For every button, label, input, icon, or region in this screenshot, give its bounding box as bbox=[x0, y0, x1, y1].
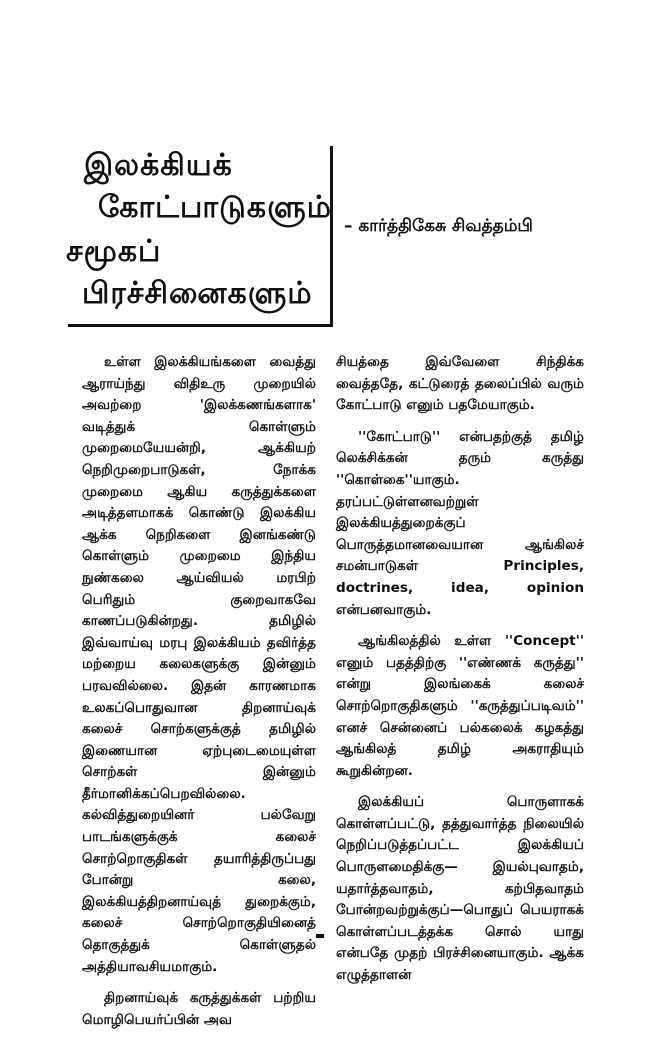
page-number-mark bbox=[316, 934, 324, 938]
title-line-1: இலக்கியக் bbox=[84, 148, 233, 183]
right-paragraph-1: சியத்தை இவ்வேளை சிந்திக்க வைத்ததே, கட்டுரைத் தலைப்பில் வரும் கோட்பாடு எனும் பதமேயாகும். bbox=[336, 354, 584, 414]
title-box bbox=[68, 146, 333, 327]
left-paragraph-2: திறனாய்வுக் கருத்துக்கள் பற்றிய மொழிபெயர்ப்பின் அவ bbox=[82, 990, 316, 1028]
right-paragraph-3: ஆங்கிலத்தில் உள்ள ''Concept'' எனும் பதத்திற்கு ''எண்ணக் கருத்து'' என்று இலங்கைக் கலைச் சொற்றொகுதிகளும் ''கருத்துப்படிவம்'' எனச் சென்னைப் பல்கலைக் கழகத்து ஆங்கிலத் தமிழ் அகராதியும் கூறுகின்றன. bbox=[336, 633, 584, 779]
title-line-4: பிரச்சினைகளும் bbox=[82, 276, 313, 311]
right-paragraph-4: இலக்கியப் பொருளாகக் கொள்ளப்பட்டு, தத்துவார்த்த நிலையில் நெறிப்படுத்தப்பட்ட இலக்கியப் பொருளமைதிக்கு— இயல்புவாதம், யதார்த்தவாதம், கற்பிதவாதம் போன்றவற்றுக்குப்—பொதுப் பெயராகக் கொள்ளப்படத்தக்க சொல் யாது என்பதே முதற் பிரச்சினையாகும். ஆக்க எழுத்தாளன் bbox=[336, 794, 584, 984]
right-paragraph-2: ''கோட்பாடு'' என்பதற்குத் தமிழ் லெக்சிக்கன் தரும் கருத்து ''கொள்கை''யாகும். தரப்பட்டுள்ளனவற்றுள் இலக்கியத்துறைக்குப் பொருத்தமானவையான ஆங்கிலச் சமன்பாடுகள் Principles, doctrines, idea, opinion என்பனவாகும். bbox=[336, 428, 584, 618]
left-paragraph-1: உள்ள இலக்கியங்களை வைத்து ஆராய்ந்து விதிஉரு முறையில் அவற்றை 'இலக்கணங்களாக' வடித்துக் கொள்ளும் முறைமையேயன்றி, ஆக்கியற் நெறிமுறைபாடுகள், நோக்க முறைமை ஆகிய கருத்துக்களை அடித்தளமாகக் கொண்டு இலக்கிய ஆக்க நெறிகளை இனங்கண்டு கொள்ளும் முறைமை இந்திய நுண்கலை ஆய்வியல் மரபிற் பெரிதும் குறைவாகவே காணப்படுகின்றது. தமிழில் இவ்வாய்வு மரபு இலக்கியம் தவிர்த்த மற்றைய கலைகளுக்கு இன்னும் பரவவில்லை. இதன் காரணமாக உலகப்பொதுவான திறனாய்வுக் கலைச் சொற்களுக்குத் தமிழில் இணையான ஏற்புடைமையுள்ள சொற்கள் இன்னும் தீர்மானிக்கப்பெறவில்லை. கல்வித்துறையினர் பல்வேறு பாடங்களுக்குக் கலைச் சொற்றொகுதிகள் தயாரித்திருப்பது போன்று கலை, இலக்கியத்திறனாய்வுத் துறைக்கும், கலைச் சொற்றொகுதியினைத் தொகுத்துக் கொள்ளுதல் அத்தியாவசியமாகும். bbox=[82, 354, 316, 975]
title-line-3: சமூகப் bbox=[66, 234, 162, 269]
author-name: – கார்த்திகேசு சிவத்தம்பி bbox=[344, 216, 533, 236]
right-column bbox=[336, 352, 584, 997]
left-column bbox=[82, 352, 316, 1041]
title-line-2: கோட்பாடுகளும் bbox=[98, 190, 332, 225]
